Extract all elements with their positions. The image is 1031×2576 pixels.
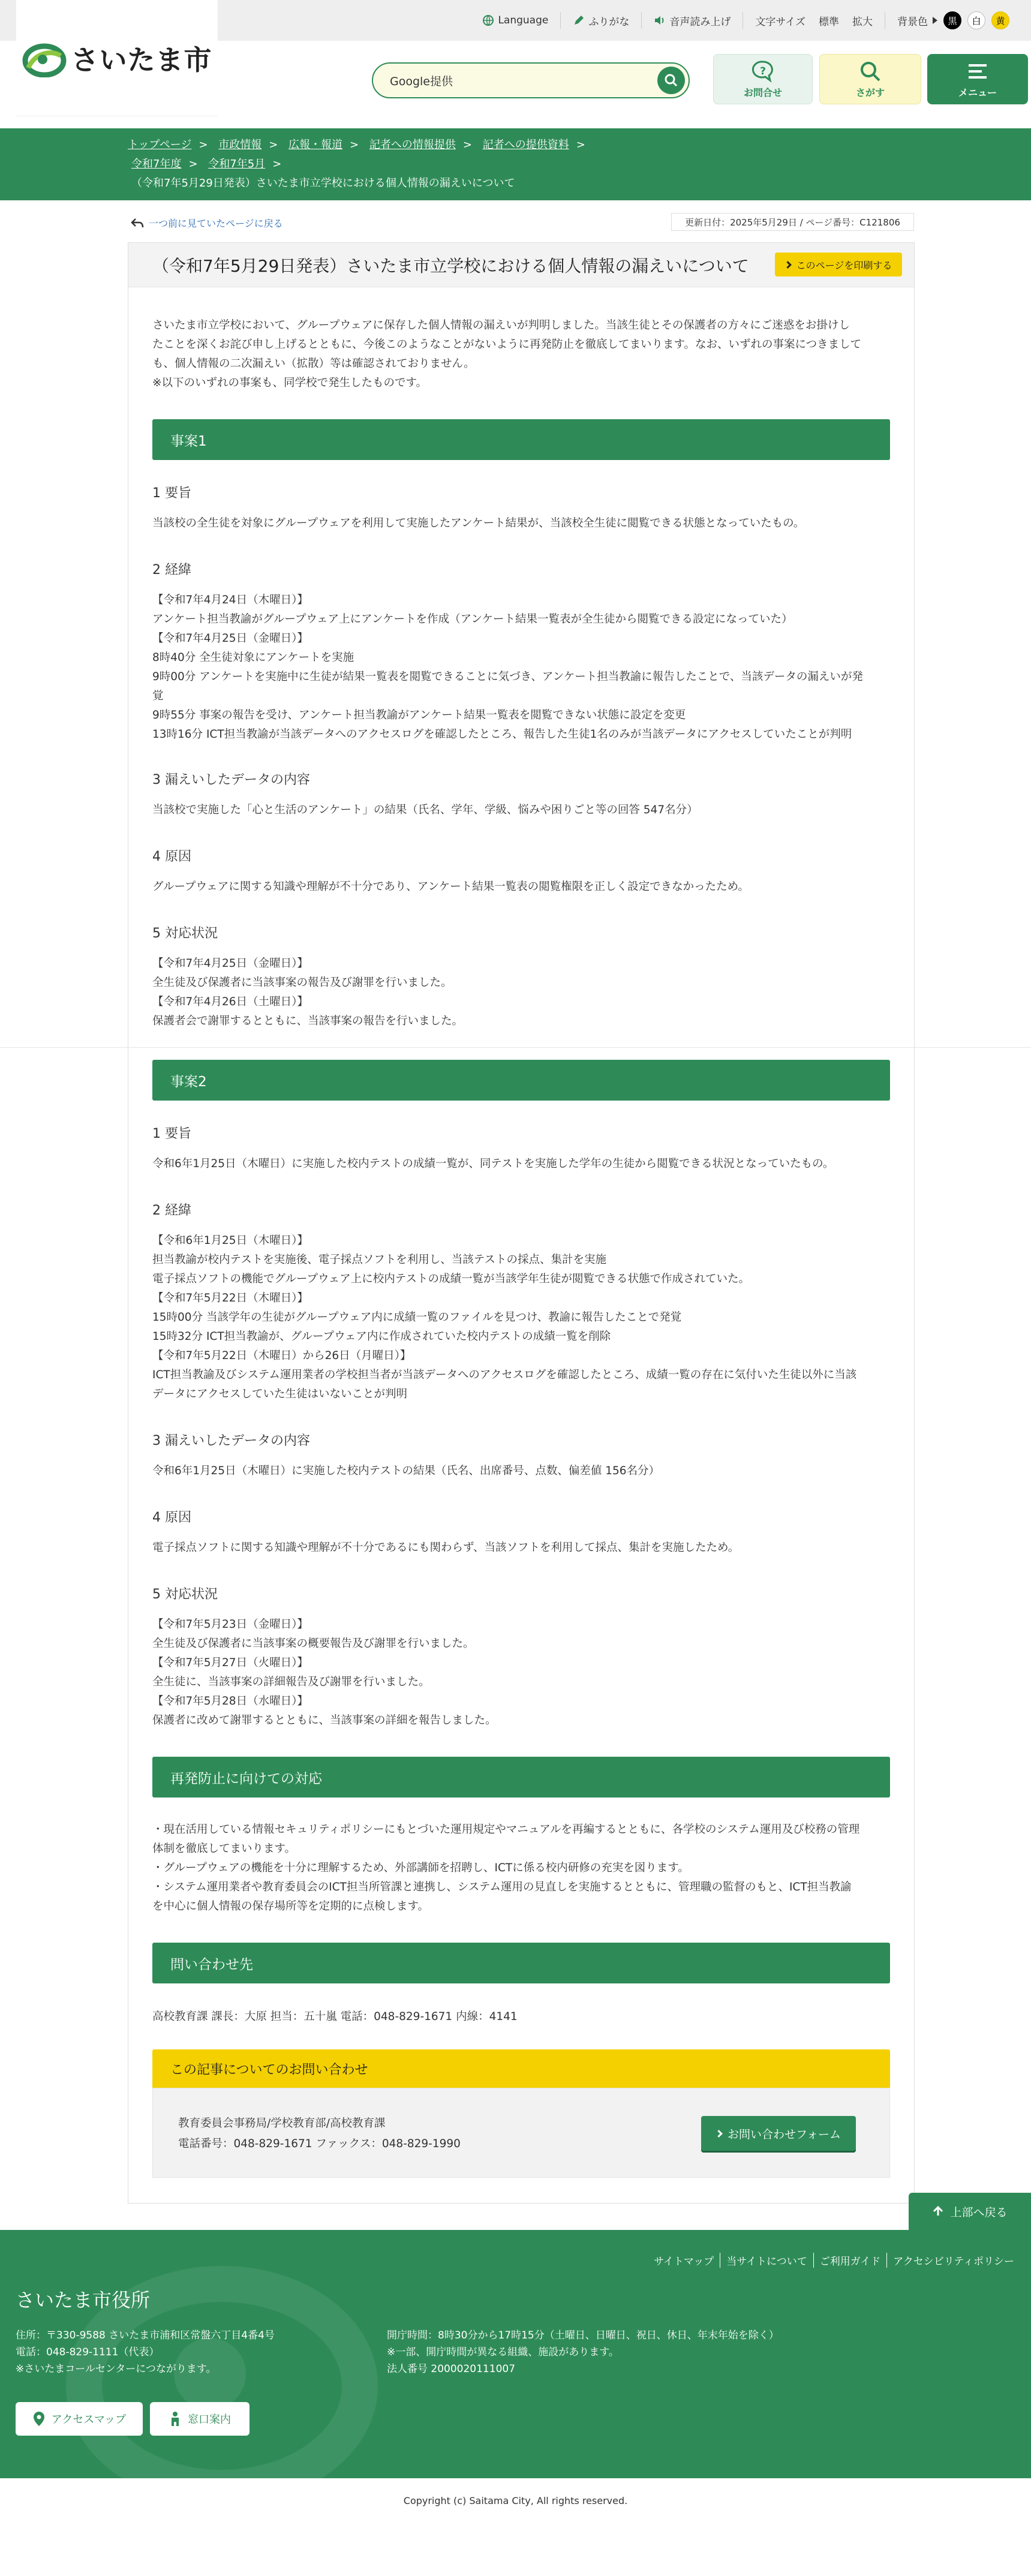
response-line: 【令和7年5月23日（金曜日）】: [152, 1618, 308, 1631]
intro-line: たことを深くお詫び申し上げるとともに、今後このようなことがないように再発防止を徹底してまいります。なお、いずれの事案につきまして: [152, 338, 862, 351]
question-icon: [752, 60, 774, 83]
footer-links: [648, 2253, 1020, 2268]
intro-text: [152, 316, 890, 393]
case2-s2-list: [152, 1231, 890, 1404]
response-line: 【令和7年4月25日（金曜日）】: [152, 957, 308, 970]
case2-s3-text: 令和6年1月25日（木曜日）に実施した校内テストの結果（氏名、出席番号、点数、偏差値 156名分）: [152, 1465, 660, 1477]
map-pin-icon: [32, 2411, 46, 2427]
font-size-label: 文字サイズ: [755, 16, 805, 28]
footer-phone: 電話：048-829-1111（代表）: [16, 2346, 160, 2358]
timeline-line: 9時00分 アンケートを実施中に生徒が結果一覧表を閲覧できることに気づき、アンケート担当教諭に報告したことで、当該データの漏えいが発: [152, 671, 863, 683]
site-footer: [0, 2230, 1031, 2478]
furigana-link[interactable]: [560, 12, 641, 29]
case1-s5-title: 5 対応状況: [152, 926, 218, 941]
timeline-line: 【令和7年4月24日（木曜日）】: [152, 594, 308, 606]
response-line: 【令和7年5月27日（火曜日）】: [152, 1657, 308, 1669]
footer-corp-no: 法人番号 2000020111007: [387, 2363, 516, 2375]
timeline-line: 15時00分 当該学年の生徒がグループウェア内に成績一覧のファイルを見つけ、教諭に報告したことで発覚: [152, 1311, 682, 1324]
globe-icon: [482, 14, 494, 26]
breadcrumb-item[interactable]: 令和7年5月: [208, 158, 266, 170]
search-input[interactable]: [372, 62, 690, 98]
breadcrumb-current: （令和7年5月29日発表）さいたま市立学校における個人情報の漏えいについて: [131, 177, 515, 190]
language-label: Language: [498, 14, 549, 26]
case2-heading: 事案2: [152, 1060, 890, 1101]
back-to-top-label: 上部へ戻る: [950, 2205, 1008, 2219]
footer-hours-block: [387, 2327, 779, 2377]
pencil-icon: [573, 14, 585, 26]
site-logo[interactable]: [16, 0, 218, 116]
prevention-line: ・現在活用している情報セキュリティポリシーにもとづいた運用規定やマニュアルを再編するとともに、各学校のシステム運用及び校務の管理: [152, 1823, 860, 1836]
breadcrumb-item[interactable]: 記者への提供資料: [482, 139, 569, 151]
font-large-button[interactable]: 拡大: [852, 16, 873, 28]
back-link-label: 一つ前に見ていたページに戻る: [149, 218, 283, 229]
response-line: 【令和7年4月26日（土曜日）】: [152, 996, 308, 1008]
search-placeholder: Google提供: [390, 74, 453, 88]
case2-s3-title: 3 漏えいしたデータの内容: [152, 1433, 310, 1448]
city-emblem-icon: [22, 39, 67, 77]
footer-hours-note: ※一部、開庁時間が異なる組織、施設があります。: [387, 2346, 619, 2358]
speaker-icon: [654, 14, 666, 26]
response-line: 全生徒及び保護者に当該事案の報告及び謝罪を行いました。: [152, 976, 452, 989]
inquiry-heading: この記事についてのお問い合わせ: [152, 2049, 890, 2088]
case1-s3-title: 3 漏えいしたデータの内容: [152, 773, 310, 787]
case1-s2-list: [152, 591, 890, 744]
case2-s2-title: 2 経緯: [152, 1203, 191, 1218]
case2-s1-text: 令和6年1月25日（木曜日）に実施した校内テストの成績一覧が、同テストを実施した学年の生徒から閲覧できる状況となっていたもの。: [152, 1158, 834, 1170]
footer-org-name: さいたま市役所: [16, 2289, 151, 2312]
logo-text: さいたま市: [71, 43, 212, 76]
back-to-top-button[interactable]: [909, 2193, 1031, 2230]
find-label: さがす: [855, 86, 885, 98]
bg-yellow-button[interactable]: 黄: [991, 11, 1009, 29]
case2-s5-title: 5 対応状況: [152, 1587, 218, 1602]
contact-text: 高校教育課 課長：大原 担当：五十嵐 電話：048-829-1671 内線：4141: [152, 2010, 518, 2023]
breadcrumb-item[interactable]: 広報・報道: [288, 139, 343, 151]
prevention-line: ・システム運用業者や教育委員会のICT担当所管課と連携し、システム運用の見直しを実施するとともに、管理職の監督のもと、ICT担当教諭: [152, 1881, 852, 1893]
inquiry-form-button[interactable]: [701, 2116, 856, 2151]
prevention-list: [152, 1820, 890, 1916]
timeline-line: 【令和7年4月25日（金曜日）】: [152, 632, 308, 645]
case2-s4-text: 電子採点ソフトに関する知識や理解が不十分であるにも関わらず、当該ソフトを利用して採点、集計を実施したため。: [152, 1541, 740, 1554]
inquiry-phone: 電話番号：048-829-1671 ファックス：048-829-1990: [178, 2138, 461, 2150]
case1-s1-title: 1 要旨: [152, 486, 191, 501]
case1-s2-title: 2 経緯: [152, 563, 191, 578]
breadcrumb-item[interactable]: 市政情報: [218, 139, 262, 151]
timeline-line: 13時16分 ICT担当教諭が当該データへのアクセスログを確認したところ、報告した生徒1名のみが当該データにアクセスしていたことが判明: [152, 728, 852, 741]
response-line: 【令和7年5月28日（水曜日）】: [152, 1695, 308, 1708]
case1-s4-text: グループウェアに関する知識や理解が不十分であり、アンケート結果一覧表の閲覧権限を正しく設定できなかったため。: [152, 880, 749, 893]
contact-heading: 問い合わせ先: [152, 1943, 890, 1983]
response-line: 保護者に改めて謝罪するとともに、当該事案の詳細を報告しました。: [152, 1714, 497, 1727]
timeline-line: 覚: [152, 690, 164, 702]
inquiry-form-label: お問い合わせフォーム: [727, 2127, 841, 2141]
voice-label: 音声読み上げ: [669, 16, 731, 28]
timeline-line: アンケート担当教諭がグループウェア上にアンケートを作成（アンケート結果一覧表が全生徒から閲覧できる設定になっていた）: [152, 613, 793, 626]
menu-label: メニュー: [958, 86, 997, 98]
case2-s1-title: 1 要旨: [152, 1126, 191, 1141]
breadcrumb-item[interactable]: 記者への情報提供: [369, 139, 456, 151]
access-map-label: アクセスマップ: [51, 2413, 127, 2426]
menu-button[interactable]: [927, 54, 1028, 104]
prevention-line: を中心に個人情報の保存場所等を定期的に点検します。: [152, 1900, 429, 1913]
chevron-right-icon: [715, 2130, 723, 2138]
footer-link-guide[interactable]: ご利用ガイド: [813, 2253, 887, 2268]
article-card: [128, 242, 915, 2204]
divider: [0, 1047, 1031, 1048]
hamburger-icon: [966, 60, 989, 83]
breadcrumb-item[interactable]: 令和7年度: [131, 158, 182, 170]
inquiry-info: [178, 2114, 461, 2154]
case1-s1-text: 当該校の全生徒を対象にグループウェアを利用して実施したアンケート結果が、当該校全生徒に閲覧できる状態となっていたもの。: [152, 517, 805, 530]
copyright: Copyright (c) Saitama City, All rights reserved.: [403, 2495, 628, 2506]
update-info: 更新日付：2025年5月29日 / ページ番号：C121806: [671, 213, 914, 231]
case2-s5-list: [152, 1615, 890, 1730]
footer-note: ※さいたまコールセンターにつながります。: [16, 2363, 217, 2375]
intro-line: も、個人情報の二次漏えい（拡散）等は確認されておりません。: [152, 357, 475, 370]
bg-black-button[interactable]: 黒: [943, 11, 961, 29]
person-icon: [169, 2411, 182, 2427]
inquiry-box: [152, 2088, 890, 2178]
intro-line: さいたま市立学校において、グループウェアに保存した個人情報の漏えいが判明しました。当該生徒とその保護者の方々にご迷惑をお掛けし: [152, 319, 850, 332]
footer-link-about[interactable]: 当サイトについて: [720, 2253, 813, 2268]
access-map-button[interactable]: [16, 2402, 143, 2436]
footer-link-sitemap[interactable]: サイトマップ: [654, 2256, 714, 2268]
response-line: 保護者会で謝罪するとともに、当該事案の報告を行いました。: [152, 1015, 464, 1027]
case1-heading: 事案1: [152, 419, 890, 460]
response-line: 全生徒に、当該事案の詳細報告及び謝罪を行いました。: [152, 1676, 430, 1688]
timeline-line: 【令和7年5月22日（木曜日）】: [152, 1292, 308, 1304]
bg-white-button[interactable]: 白: [967, 11, 985, 29]
prevention-line: ・グループウェアの機能を十分に理解するため、外部講師を招聘し、ICTに係る校内研修の充実を図ります。: [152, 1862, 689, 1874]
magnifier-icon: [859, 60, 882, 83]
bg-color-control: [885, 12, 1021, 29]
svg-text:?: ?: [760, 65, 766, 77]
utility-links: [470, 8, 1021, 32]
bg-color-label: 背景色: [897, 16, 928, 28]
search-button[interactable]: [657, 67, 685, 94]
print-button-label: このページを印刷する: [796, 259, 892, 271]
window-guide-button[interactable]: [150, 2402, 250, 2436]
timeline-line: 担当教諭が校内テストを実施後、電子採点ソフトを利用し、当該テストの採点、集計を実施: [152, 1254, 607, 1266]
print-button[interactable]: [775, 253, 902, 276]
voice-link[interactable]: [641, 12, 743, 29]
chevron-right-icon: [784, 261, 792, 269]
breadcrumb-item[interactable]: トップページ: [128, 139, 192, 151]
language-link[interactable]: [470, 12, 560, 29]
timeline-line: 【令和7年5月22日（木曜日）から26日（月曜日）】: [152, 1349, 411, 1362]
font-standard-button[interactable]: 標準: [819, 16, 839, 28]
back-link[interactable]: [131, 216, 283, 230]
timeline-line: データにアクセスしていた生徒はいないことが判明: [152, 1388, 407, 1400]
footer-link-accessibility[interactable]: アクセシビリティポリシー: [886, 2253, 1020, 2268]
timeline-line: ICT担当教諭及びシステム運用業者の学校担当者が当該データへのアクセスログを確認したところ、成績一覧の存在に気付いた生徒以外に当該: [152, 1369, 857, 1381]
furigana-label: ふりがな: [588, 16, 630, 28]
intro-line: ※以下のいずれの事案も、同学校で発生したものです。: [152, 377, 428, 389]
timeline-line: 【令和6年1月25日（木曜日）】: [152, 1234, 308, 1247]
footer-address: 住所：〒330-9588 さいたま市浦和区常盤六丁目4番4号: [16, 2329, 275, 2341]
footer-hours: 開庁時間：8時30分から17時15分（土曜日、日曜日、祝日、休日、年末年始を除く）: [387, 2329, 779, 2341]
font-size-control: [743, 12, 885, 29]
inquiry-dept: 教育委員会事務局/学校教育部/高校教育課: [178, 2117, 386, 2130]
case1-s5-list: [152, 954, 890, 1031]
page-title: （令和7年5月29日発表）さいたま市立学校における個人情報の漏えいについて: [152, 256, 749, 276]
contact-button[interactable]: [713, 54, 813, 104]
arrow-up-icon: [932, 2205, 944, 2217]
prevention-heading: 再発防止に向けての対応: [152, 1757, 890, 1798]
timeline-line: 8時40分 全生徒対象にアンケートを実施: [152, 651, 354, 664]
find-button[interactable]: [819, 54, 921, 104]
case1-s4-title: 4 原因: [152, 849, 191, 864]
prevention-line: 体制を徹底してまいります。: [152, 1842, 296, 1855]
footer-address-block: [16, 2327, 275, 2377]
timeline-line: 15時32分 ICT担当教諭が、グループウェア内に作成されていた校内テストの成績一覧を削除: [152, 1330, 611, 1343]
breadcrumb: トップページ > 市政情報 > 広報・報道 > 記者への情報提供 > 記者への提供資料 > 令和7年度 > 令和7年5月 > （令和7年5月29日発表）さいたま市立学校における個人情報の漏えいについて: [0, 128, 1031, 200]
title-bar: [128, 243, 914, 287]
case2-s4-title: 4 原因: [152, 1510, 191, 1525]
window-guide-label: 窓口案内: [188, 2413, 231, 2426]
back-arrow-icon: [131, 218, 144, 229]
triangle-right-icon: [933, 17, 937, 24]
search-icon: [664, 73, 678, 88]
case1-s3-text: 当該校で実施した「心と生活のアンケート」の結果（氏名、学年、学級、悩みや困りごと等の回答 547名分）: [152, 804, 698, 816]
response-line: 全生徒及び保護者に当該事案の概要報告及び謝罪を行いました。: [152, 1637, 474, 1650]
contact-label: お問合せ: [743, 86, 782, 98]
timeline-line: 電子採点ソフトの機能でグループウェア上に校内テストの成績一覧が当該学年生徒が閲覧できる状態で作成されていた。: [152, 1273, 750, 1285]
timeline-line: 9時55分 事案の報告を受け、アンケート担当教諭がアンケート結果一覧表を閲覧できない状態に設定を変更: [152, 709, 686, 722]
